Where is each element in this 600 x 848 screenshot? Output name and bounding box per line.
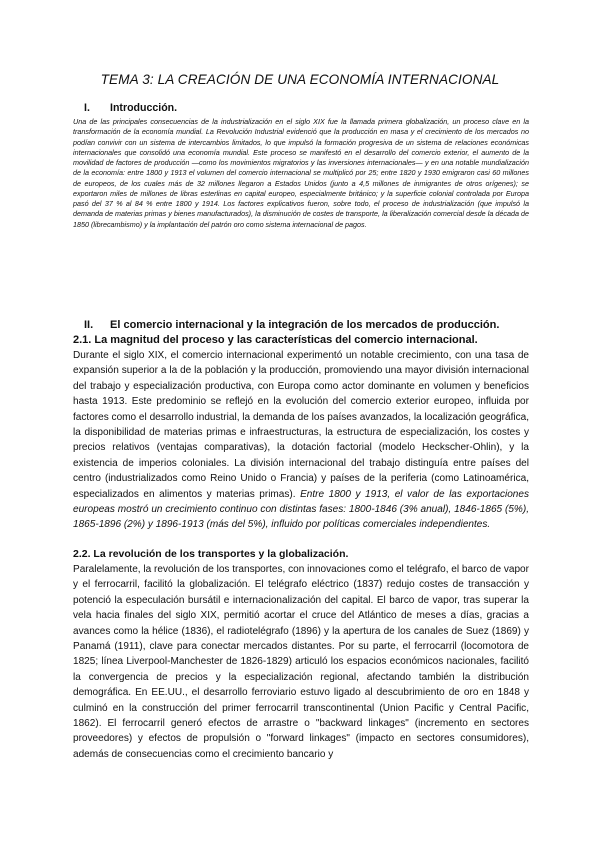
subsection-2-2-heading: 2.2. La revolución de los transportes y la globalización. [73, 548, 349, 560]
introduction-paragraph: Una de las principales consecuencias de la industrialización en el siglo XIX fue la llamada primera globalización, un proceso clave en la transformación de la economía mundial. La Revolución Industrial evidenció que la producción en masa y el crecimiento de los mercados no podían convivir con un sistema de intercambios limitados, lo que impulsó la formación progresiva de un sistema de relaciones económicas internacionales que consolidó una economía mundial. Este proceso se manifestó en el desarrollo del comercio exterior, el aumento de la movilidad de factores de producción —como los movimientos migratorios y las inversiones internacionales— y en una notable mundialización de la economía: entre 1800 y 1913 el volumen del comercio internacional se multiplicó por 25; entre 1820 y 1930 emigraron casi 60 millones de europeos, de los cuales más de 32 millones llegaron a Estados Unidos (junto a 4,5 millones de inmigrantes de otros orígenes); se exportaron miles de millones de libras esterlinas en capital europeo, especialmente británico; y la superficie colonial controlada por Europa pasó del 37 % al 84 % entre 1800 y 1914. Los factores explicativos fueron, sobre todo, el proceso de industrialización (que impulsó la demanda de materias primas y bienes manufacturados), la disminución de costes de transporte, la liberalización comercial desde la década de 1850 (librecambismo) y la implantación del patrón oro como sistema internacional de pagos. [73, 117, 529, 229]
section-1-heading [84, 102, 177, 114]
section-1-title: Introducción. [110, 102, 178, 114]
section-2-heading [84, 318, 529, 333]
subsection-2-2 [73, 547, 529, 762]
document-title: TEMA 3: LA CREACIÓN DE UNA ECONOMÍA INTERNACIONAL [100, 72, 500, 87]
section-1-number: I. [84, 102, 90, 114]
subsection-2-1-heading: 2.1. La magnitud del proceso y las características del comercio internacional. [73, 334, 478, 346]
section-2-title: El comercio internacional y la integración de los mercados de producción. [110, 319, 500, 331]
subsection-2-1-text: Durante el siglo XIX, el comercio internacional experimentó un notable crecimiento, con una tasa de expansión superior a la de la población y la producción, promoviendo una mayor división internacional del trabajo y especialización productiva, con Europa como actor dominante en volumen y beneficios hasta 1913. Este predominio se reflejó en la evolución del comercio exterior europeo, influida por factores como el desarrollo industrial, la demanda de los países avanzados, la localización geográfica, la disponibilidad de materias primas e infraestructuras, la estructura de especialización, los costes y precios relativos (ventajas comparativas), la dotación factorial (modelo Heckscher-Ohlin), y la existencia de imperios coloniales. La división internacional del trabajo distinguía entre países del centro (industrializados como Reino Unido o Francia) y países de la periferia (como Latinoamérica, especializados en alimentos y materias primas). [73, 350, 529, 500]
subsection-2-2-paragraph: Paralelamente, la revolución de los transportes, con innovaciones como el telégrafo, el barco de vapor y el ferrocarril, facilitó la globalización. El telégrafo eléctrico (1837) redujo costes de transacción y potenció la especulación bursátil e internacionalización del capital. El barco de vapor, tras superar la vela hacia finales del siglo XIX, permitió acortar el cruce del Atlántico de meses a días, gracias a avances como la hélice (1836), el radiotelégrafo (1896) y la apertura de los canales de Suez (1869) y Panamá (1911), clave para conectar mercados distantes. Por su parte, el ferrocarril (locomotora de 1825; línea Liverpool-Manchester de 1826-1829) articuló los espacios económicos nacionales, facilitó la convergencia de precios y la especialización regional, afectando también la distribución demográfica. En EE.UU., el desarrollo ferroviario estuvo ligado al descubrimiento de oro en 1848 y culminó en la construcción del primer ferrocarril transcontinental (Union Pacific y Central Pacific, 1862). El ferrocarril generó efectos de arrastre o "backward linkages" (incremento en sectores proveedores) y efectos de propulsión o "forward linkages" (impacto en sectores consumidores), además de consecuencias como el crecimiento bancario y [73, 564, 529, 760]
subsection-2-1-paragraph [73, 348, 529, 533]
section-2 [73, 318, 529, 533]
subsection-2-1-italic-text: Entre 1800 y 1913, el valor de las exportaciones europeas mostró un crecimiento continuo con distintas fases: 1800-1846 (3% anual), 1846-1865 (5%), 1865-1896 (2%) y 1896-1913 (más del 5%), influido por políticas comerciales independientes. [73, 488, 529, 531]
section-2-number: II. [84, 319, 94, 331]
